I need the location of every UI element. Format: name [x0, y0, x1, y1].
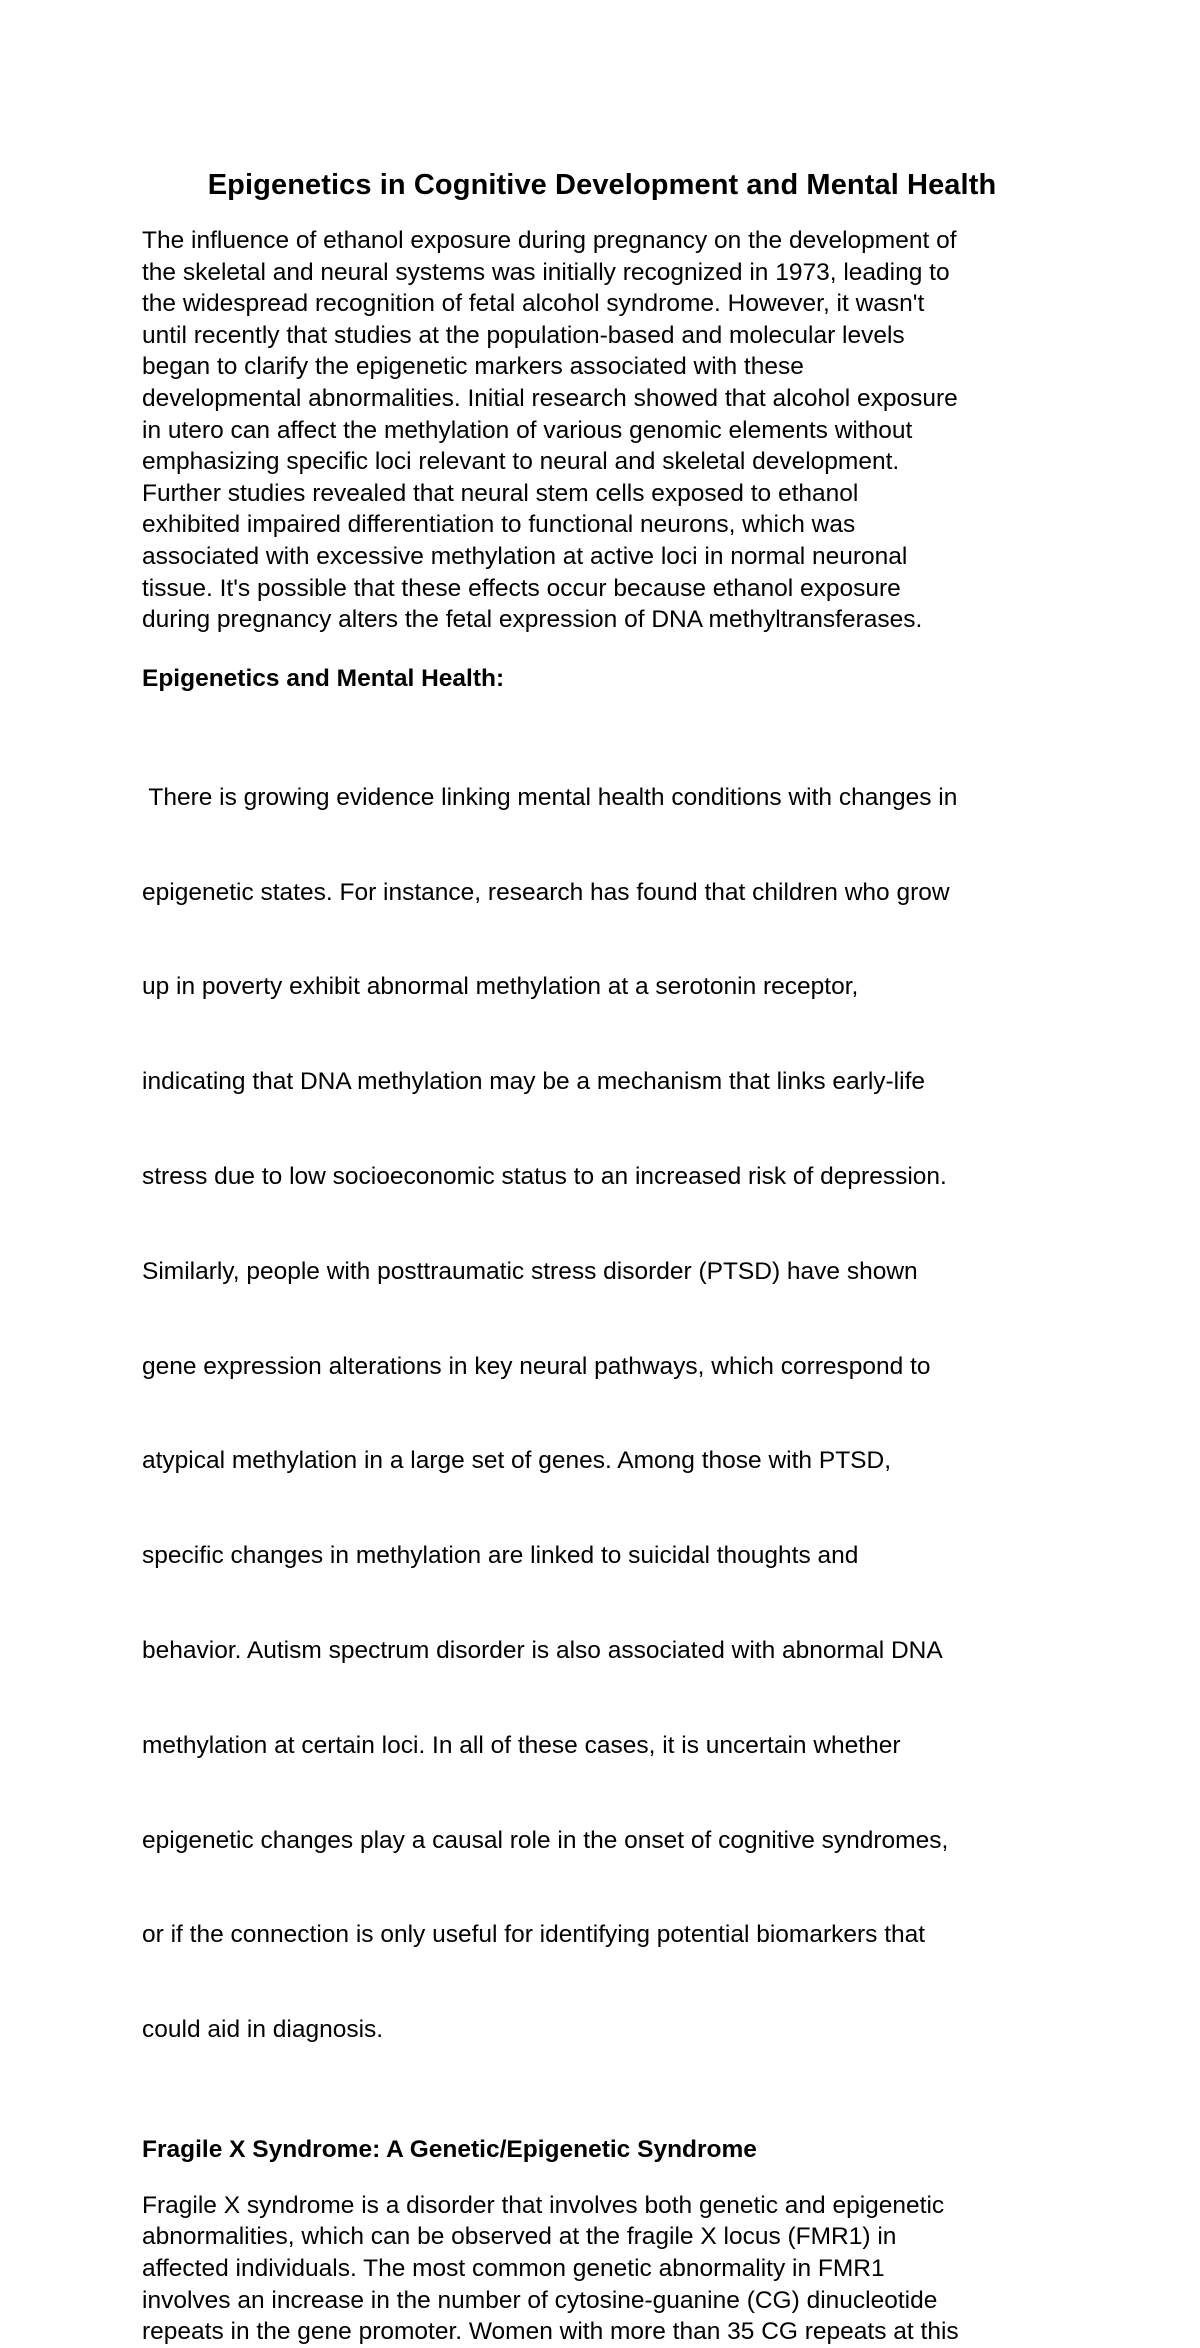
text-line: until recently that studies at the population-based and molecular levels — [142, 321, 905, 349]
text-line: could aid in diagnosis. — [142, 2016, 384, 2044]
text-line: tissue. It's possible that these effects occur because ethanol exposure — [142, 574, 901, 602]
section-heading-fragile-x: Fragile X Syndrome: A Genetic/Epigenetic Syndrome — [142, 2135, 757, 2163]
text-line: Fragile X syndrome is a disorder that involves both genetic and epigenetic — [142, 2191, 945, 2219]
text-line: during pregnancy alters the fetal expression of DNA methyltransferases. — [142, 606, 923, 634]
text-line: emphasizing specific loci relevant to neural and skeletal development. — [142, 448, 900, 476]
text-line: began to clarify the epigenetic markers associated with these — [142, 353, 804, 381]
text-line: up in poverty exhibit abnormal methylation at a serotonin receptor, — [142, 973, 859, 1001]
text-line: affected individuals. The most common genetic abnormality in FMR1 — [142, 2255, 885, 2283]
section-heading-mental-health: Epigenetics and Mental Health: — [142, 664, 505, 692]
text-line: methylation at certain loci. In all of these cases, it is uncertain whether — [142, 1731, 901, 1759]
text-line: or if the connection is only useful for identifying potential biomarkers that — [142, 1921, 926, 1949]
text-line: The influence of ethanol exposure during pregnancy on the development of — [142, 227, 957, 254]
text-line: gene expression alterations in key neural pathways, which correspond to — [142, 1352, 931, 1380]
page-title: Epigenetics in Cognitive Development and Mental Health — [207, 169, 997, 201]
text-line: the widespread recognition of fetal alcohol syndrome. However, it wasn't — [142, 290, 925, 318]
text-line: exhibited impaired differentiation to functional neurons, which was — [142, 511, 856, 539]
text-line: behavior. Autism spectrum disorder is also associated with abnormal DNA — [142, 1636, 943, 1664]
document-page — [142, 165, 1062, 2348]
text-line: associated with excessive methylation at active loci in normal neuronal — [142, 542, 908, 570]
text-line: abnormalities, which can be observed at the fragile X locus (FMR1) in — [142, 2223, 897, 2251]
text-line: Further studies revealed that neural stem cells exposed to ethanol — [142, 479, 859, 507]
text-line: in utero can affect the methylation of various genomic elements without — [142, 416, 913, 444]
paragraph-mental-health — [142, 719, 1062, 2109]
text-line: Similarly, people with posttraumatic stress disorder (PTSD) have shown — [142, 1257, 918, 1285]
text-line: epigenetic states. For instance, research has found that children who grow — [142, 878, 950, 906]
text-line: indicating that DNA methylation may be a mechanism that links early-life — [142, 1068, 925, 1096]
text-line: atypical methylation in a large set of genes. Among those with PTSD, — [142, 1447, 892, 1475]
text-line: There is growing evidence linking mental health conditions with changes in — [142, 783, 958, 811]
paragraph-ethanol-exposure — [142, 225, 1062, 636]
paragraph-fragile-x — [142, 2190, 1062, 2348]
text-line: developmental abnormalities. Initial research showed that alcohol exposure — [142, 384, 958, 412]
text-line: involves an increase in the number of cytosine-guanine (CG) dinucleotide — [142, 2286, 938, 2314]
text-line: specific changes in methylation are linked to suicidal thoughts and — [142, 1542, 859, 1570]
text-line: stress due to low socioeconomic status to an increased risk of depression. — [142, 1163, 947, 1191]
text-line: the skeletal and neural systems was initially recognized in 1973, leading to — [142, 258, 950, 286]
text-line: repeats in the gene promoter. Women with more than 35 CG repeats at this — [142, 2318, 959, 2346]
text-line: epigenetic changes play a causal role in the onset of cognitive syndromes, — [142, 1826, 949, 1854]
